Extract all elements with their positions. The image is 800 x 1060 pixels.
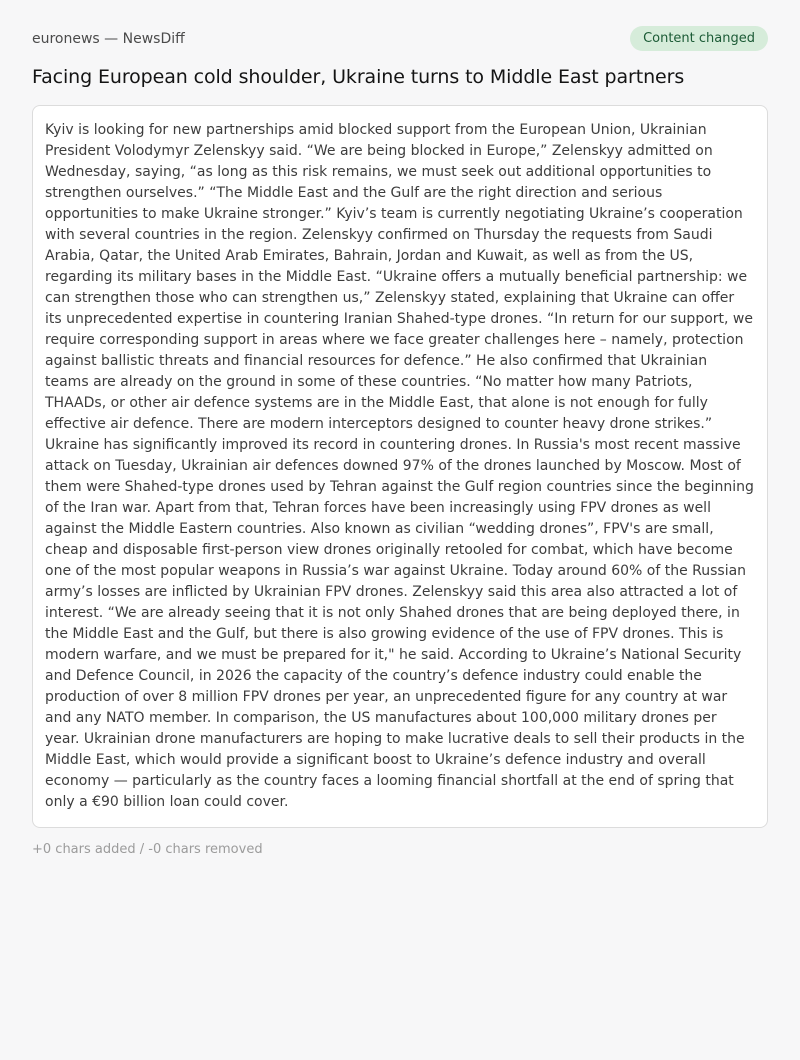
article-box bbox=[32, 105, 768, 828]
diff-summary: +0 chars added / -0 chars removed bbox=[32, 842, 263, 857]
article-body-text: Kyiv is looking for new partnerships amid blocked support from the European Union, Ukrainian President Volodymyr Zelenskyy said. “We are being blocked in Europe,” Zelenskyy admitted on Wednesday, saying, “as long as this risk remains, we must seek out additional opportunities to strengthen ourselves.” “The Middle East and the Gulf are the right direction and serious opportunities to make Ukraine stronger.” Kyiv’s team is currently negotiating Ukraine’s cooperation with several countries in the region. Zelenskyy confirmed on Thursday the requests from Saudi Arabia, Qatar, the United Arab Emirates, Bahrain, Jordan and Kuwait, as well as from the US, regarding its military bases in the Middle East. “Ukraine offers a mutually beneficial partnership: we can strengthen those who can strengthen us,” Zelenskyy stated, explaining that Ukraine can offer its unprecedented expertise in countering Iranian Shahed-type drones. “In return for our support, we require corresponding support in areas where we face greater challenges here – namely, protection against ballistic threats and financial resources for defence.” He also confirmed that Ukrainian teams are already on the ground in some of these countries. “No matter how many Patriots, THAADs, or other air defence systems are in the Middle East, that alone is not enough for fully effective air defence. There are modern interceptors designed to counter heavy drone strikes.” Ukraine has significantly improved its record in countering drones. In Russia's most recent massive attack on Tuesday, Ukrainian air defences downed 97% of the drones launched by Moscow. Most of them were Shahed-type drones used by Tehran against the Gulf region countries since the beginning of the Iran war. Apart from that, Tehran forces have been increasingly using FPV drones as well against the Middle Eastern countries. Also known as civilian “wedding drones”, FPV's are small, cheap and disposable first-person view drones originally retooled for combat, which have become one of the most popular weapons in Russia’s war against Ukraine. Today around 60% of the Russian army’s losses are inflicted by Ukrainian FPV drones. Zelenskyy said this area also attracted a lot of interest. “We are already seeing that it is not only Shahed drones that are being deployed there, in the Middle East and the Gulf, but there is also growing evidence of the use of FPV drones. This is modern warfare, and we must be prepared for it," he said. According to Ukraine’s National Security and Defence Council, in 2026 the capacity of the country’s defence industry could enable the production of over 8 million FPV drones per year, an unprecedented figure for any country at war and any NATO member. In comparison, the US manufactures about 100,000 military drones per year. Ukrainian drone manufacturers are hoping to make lucrative deals to sell their products in the Middle East, which would provide a significant boost to Ukraine’s defence industry and overall economy — particularly as the country faces a looming financial shortfall at the end of spring that only a €90 billion loan could cover. bbox=[45, 122, 754, 810]
content-changed-badge: Content changed bbox=[630, 26, 768, 51]
source-label: euronews — NewsDiff bbox=[32, 30, 185, 47]
page-header bbox=[32, 26, 768, 51]
article-title: Facing European cold shoulder, Ukraine turns to Middle East partners bbox=[32, 66, 685, 88]
